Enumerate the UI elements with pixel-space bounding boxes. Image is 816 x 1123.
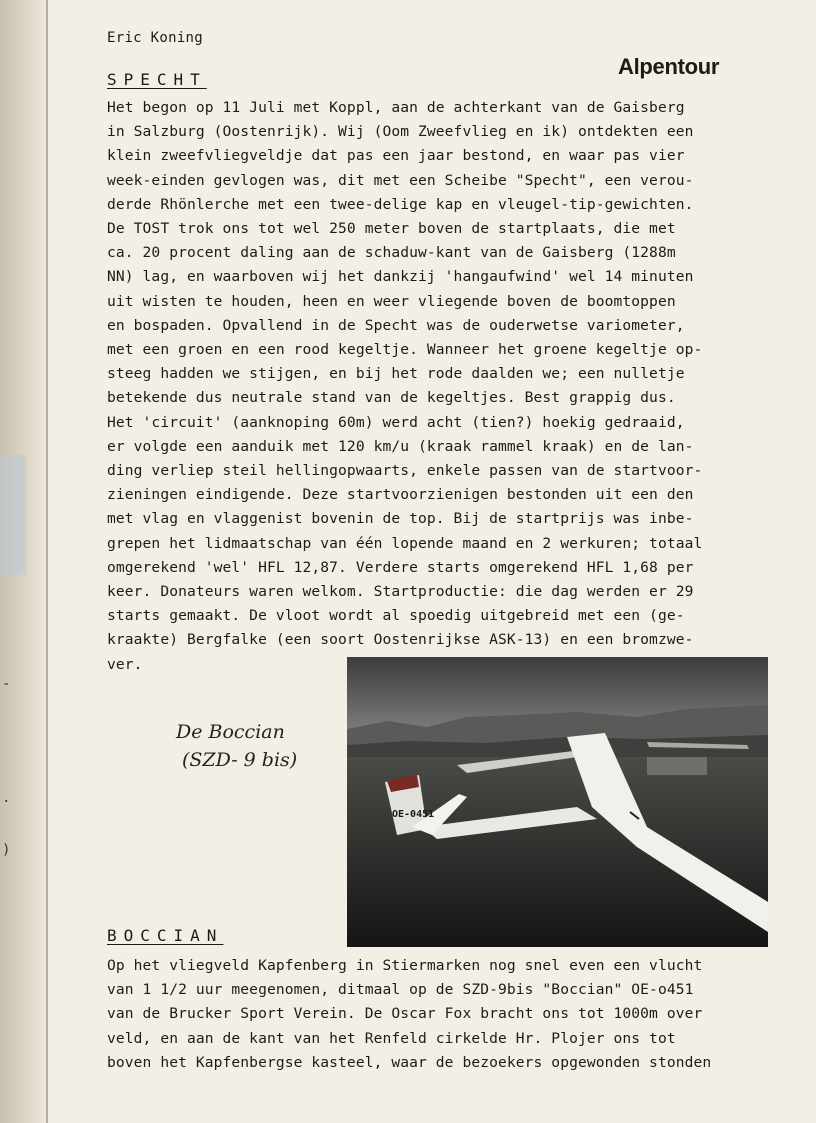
glider-registration: OE-0451 <box>392 809 435 820</box>
text-line: omgerekend 'wel' HFL 12,87. Verdere starts omgerekend HFL 1,68 per <box>107 558 694 576</box>
text-line: Het 'circuit' (aanknoping 60m) werd acht (tien?) hoekig gedraaid, <box>107 413 685 431</box>
series-title: Alpentour <box>618 54 720 79</box>
text-line: klein zweefvliegveldje dat pas een jaar bestond, en waar pas vier <box>107 147 685 165</box>
photo-caption-subtitle: (SZD- 9 bis) <box>182 749 298 771</box>
text-line: Het begon op 11 Juli met Koppl, aan de achterkant van de Gaisberg <box>107 99 685 116</box>
section-body-boccian <box>107 954 711 1075</box>
text-line: uit wisten te houden, heen en weer vliegende boven de boomtoppen <box>107 292 676 310</box>
text-line: Op het vliegveld Kapfenberg in Stiermarken nog snel even een vlucht <box>107 957 703 974</box>
text-line: er volgde een aanduik met 120 km/u (kraak rammel kraak) en de lan- <box>107 437 694 455</box>
photo-caption <box>176 718 297 774</box>
text-line: ding verliep steil hellingopwaarts, enkele passen van de startvoor- <box>107 462 703 480</box>
text-line: met vlag en vlaggenist bovenin de top. Bij de startprijs was inbe- <box>107 510 694 528</box>
text-line: starts gemaakt. De vloot wordt al spoedig uitgebreid met een (ge- <box>107 607 685 625</box>
text-line: met een groen en een rood kegeltje. Wanneer het groene kegeltje op- <box>107 341 703 359</box>
section-body-specht <box>107 96 702 677</box>
author-name: Eric Koning <box>107 30 204 46</box>
text-line: veld, en aan de kant van het Renfeld cirkelde Hr. Plojer ons tot <box>107 1029 676 1047</box>
section-heading-specht: SPECHT <box>107 70 207 89</box>
text-line: van 1 1/2 uur meegenomen, ditmaal op de SZD-9bis "Boccian" OE-o451 <box>107 981 694 999</box>
gutter-mark: ) <box>2 842 11 858</box>
text-line: steeg hadden we stijgen, en bij het rode daalden we; een nulletje <box>107 365 685 383</box>
text-line: van de Brucker Sport Verein. De Oscar Fox bracht ons tot 1000m over <box>107 1005 703 1023</box>
text-line: betekende dus neutrale stand van de kegeltjes. Best grappig dus. <box>107 389 676 407</box>
text-line: kraakte) Bergfalke (een soort Oostenrijkse ASK-13) en een bromzwe- <box>107 631 694 649</box>
text-line: NN) lag, en waarboven wij het dankzij 'hangaufwind' wel 14 minuten <box>107 268 694 286</box>
glider-photo-image <box>347 657 768 947</box>
gutter-mark: . <box>2 790 11 806</box>
text-line: en bospaden. Opvallend in de Specht was de ouderwetse variometer, <box>107 316 685 334</box>
text-line: De TOST trok ons tot wel 250 meter boven de startplaats, die met <box>107 220 676 238</box>
glider-photo <box>347 657 768 947</box>
text-line: ca. 20 procent daling aan de schaduw-kant van de Gaisberg (1288m <box>107 244 676 262</box>
text-line: grepen het lidmaatschap van één lopende maand en 2 werkuren; totaal <box>107 534 703 552</box>
text-line: keer. Donateurs waren welkom. Startproductie: die dag werden er 29 <box>107 583 694 601</box>
section-heading-boccian: BOCCIAN <box>107 926 224 945</box>
text-line: zieningen eindigende. Deze startvoorzienigen bestonden uit een den <box>107 486 694 504</box>
text-line: ver. <box>107 655 143 673</box>
text-line: week-einden gevlogen was, dit met een Scheibe "Specht", een verou- <box>107 171 694 189</box>
text-line: derde Rhönlerche met een twee-delige kap en vleugel-tip-gewichten. <box>107 195 694 213</box>
photo-caption-title: De Boccian <box>176 721 285 743</box>
text-line: boven het Kapfenbergse kasteel, waar de bezoekers opgewonden stonden <box>107 1053 712 1071</box>
text-line: in Salzburg (Oostenrijk). Wij (Oom Zweefvlieg en ik) ontdekten een <box>107 123 694 141</box>
gutter-mark: - <box>2 676 11 692</box>
